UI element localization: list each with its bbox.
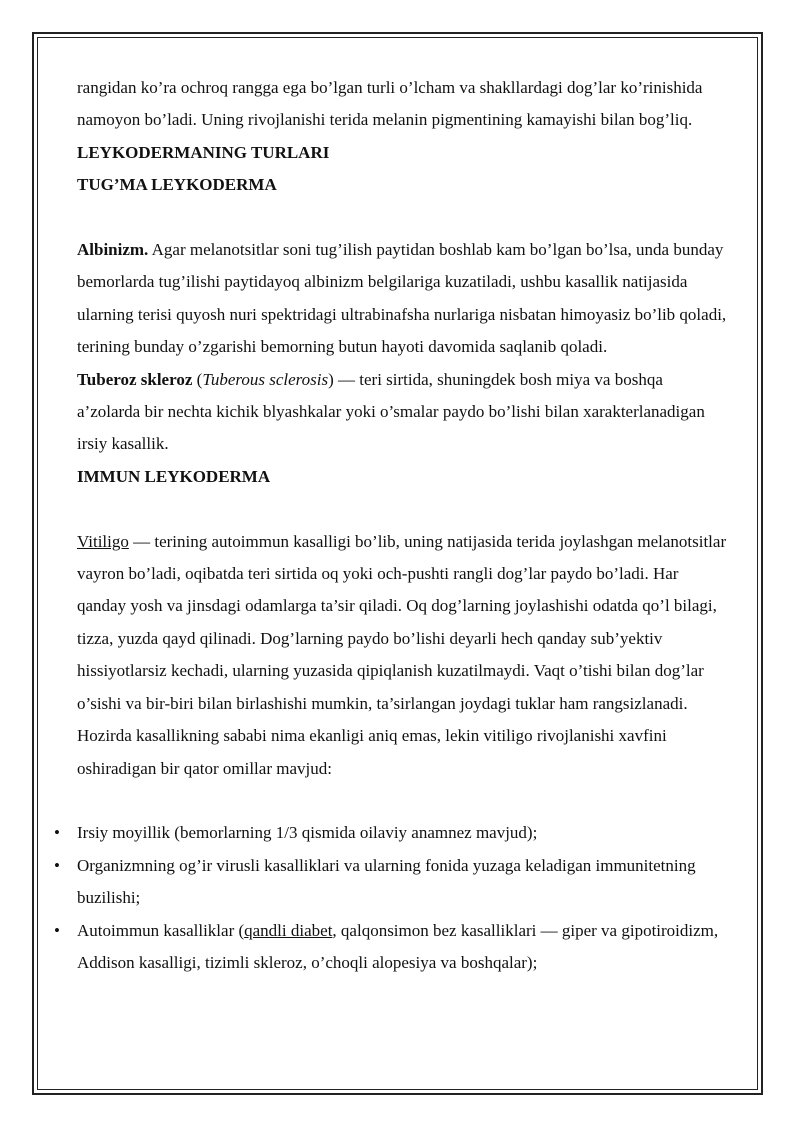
tuberous-latin: Tuberous sclerosis <box>202 369 329 389</box>
tuberous-paragraph <box>77 364 727 461</box>
bullet-icon: • <box>54 855 60 875</box>
heading-congenital: TUG’MA LEYKODERMA <box>77 175 277 195</box>
vitiligo-link[interactable]: Vitiligo <box>77 531 129 551</box>
list-item-text: Irsiy moyillik (bemorlarning 1/3 qismida oilaviy anamnez mavjud); <box>77 823 538 843</box>
tuberous-term: Tuberoz skleroz <box>77 369 193 389</box>
document-body <box>54 72 727 979</box>
albinism-paragraph <box>77 234 727 364</box>
list-item <box>54 817 727 849</box>
vitiligo-paragraph <box>77 526 727 785</box>
list-item-text: Autoimmun kasalliklar ( <box>77 920 245 940</box>
spacer <box>77 493 727 525</box>
tuberous-open-paren: ( <box>192 369 203 389</box>
bullet-icon: • <box>54 920 60 940</box>
albinism-term: Albinizm. <box>77 240 149 260</box>
spacer <box>77 202 727 234</box>
bullet-icon: • <box>54 823 60 843</box>
list-item-text: Organizmning og’ir virusli kasalliklari va ularning fonida yuzaga keladigan immunitetning buzilishi; <box>77 855 696 908</box>
tuberous-text: ) — teri sirtida, shuningdek bosh miya va boshqa a’zolarda bir nechta kichik blyashkalar yoki o’smalar paydo bo’lishi bilan xarakterlanadigan irsiy kasallik. <box>77 369 705 454</box>
vitiligo-text: — terining autoimmun kasalligi bo’lib, uning natijasida terida joylashgan melanotsitlar vayron bo’ladi, oqibatda teri sirtida oq yoki och-pushti rangli dog’lar paydo bo’ladi. Har qanday yosh va jinsdagi odamlarga ta’sir qiladi. Oq dog’larning joylashishi odatda qo’l bilagi, tizza, yuzda qayd qilinadi. Dog’larning paydo bo’lishi deyarli hech qanday sub’yektiv hissiyotlarsiz kechadi, ularning yuzasida qipiqlanish kuzatilmaydi. Vaqt o’tishi bilan dog’lar o’sishi va bir-biri bilan birlashishi mumkin, ta’sirlangan joydagi tuklar ham rangsizlanadi. Hozirda kasallikning sababi nima ekanligi aniq emas, lekin vitiligo rivojlanishi xavfini oshiradigan bir qator omillar mavjud: <box>77 531 727 778</box>
albinism-text: Agar melanotsitlar soni tug’ilish paytidan boshlab kam bo’lgan bo’lsa, unda bunday bemorlarda tug’ilishi paytidayoq albinizm belgilariga kuzatiladi, ushbu kasallik natijasida ularning terisi quyosh nuri spektridagi ultrabinafsha nurlariga nisbatan himoyasiz bo’lib qoladi, terining bunday o’zgarishi bemorning butun hayoti davomida saqlanib qoladi. <box>77 240 727 357</box>
risk-factor-list <box>54 817 727 979</box>
list-item <box>54 915 727 980</box>
spacer <box>77 785 727 817</box>
heading-immune: IMMUN LEYKODERMA <box>77 466 271 486</box>
diabetes-link[interactable]: qandli diabet <box>244 920 333 940</box>
list-item-text: , qalqonsimon bez kasalliklari — giper va gipotiroidizm, Addison kasalligi, tizimli skleroz, o’choqli alopesiya va boshqalar); <box>77 920 719 972</box>
heading-types: LEYKODERMANING TURLARI <box>77 142 330 162</box>
intro-paragraph: rangidan ko’ra ochroq rangga ega bo’lgan turli o’lcham va shakllardagi dog’lar ko’rinishida namoyon bo’ladi. Uning rivojlanishi terida melanin pigmentining kamayishi bilan bog’liq. <box>77 78 703 130</box>
list-item <box>54 850 727 915</box>
